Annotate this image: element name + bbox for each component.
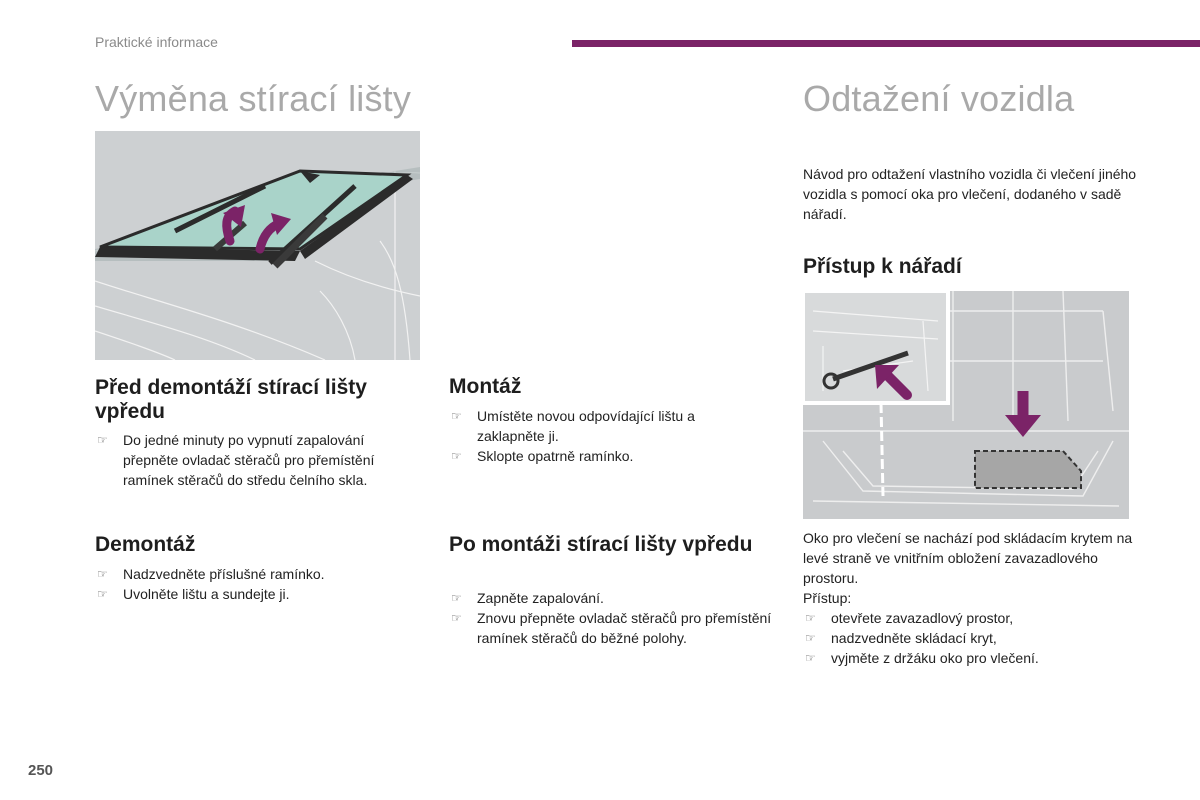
boot-floor-illustration xyxy=(803,291,1129,519)
page-title-towing: Odtažení vozidla xyxy=(803,78,1075,119)
pointing-hand-icon: ☞ xyxy=(805,611,816,625)
list-item: ☞ otevřete zavazadlový prostor, xyxy=(805,610,1014,626)
pointing-hand-icon: ☞ xyxy=(805,631,816,645)
list-item: ☞ Nadzvedněte příslušné ramínko. xyxy=(97,566,325,582)
list-item: ☞ Umístěte novou odpovídající lištu a zaklapněte ji. xyxy=(451,408,695,444)
page-title-wiper: Výměna stírací lišty xyxy=(95,78,412,119)
list-before-removal xyxy=(95,430,415,490)
list-item: ☞ Sklopte opatrně ramínko. xyxy=(451,448,634,464)
heading-tool-access: Přístup k nářadí xyxy=(803,255,962,278)
list-after-fitting xyxy=(449,588,784,648)
pointing-hand-icon: ☞ xyxy=(97,587,108,601)
windscreen-wipers-illustration xyxy=(95,131,420,360)
windscreen-wipers-icon xyxy=(95,131,420,360)
tool-access-text: Oko pro vlečení se nachází pod skládacím krytem na levé straně ve vnitřním obložení zavazadlového prostoru. xyxy=(803,530,1133,586)
pointing-hand-icon: ☞ xyxy=(805,651,816,665)
boot-floor-icon xyxy=(803,291,1129,519)
pointing-hand-icon: ☞ xyxy=(97,567,108,581)
pointing-hand-icon: ☞ xyxy=(451,409,462,423)
heading-after-fitting: Po montáži stírací lišty vpředu xyxy=(449,533,753,556)
heading-before-removal: Před demontáží stírací lišty vpředu xyxy=(95,376,367,423)
list-removal xyxy=(95,564,415,604)
list-item: ☞ Zapněte zapalování. xyxy=(451,590,604,606)
list-item: ☞ Znovu přepněte ovladač stěračů pro přemístění ramínek stěračů do běžné polohy. xyxy=(451,610,772,646)
list-item: ☞ Uvolněte lištu a sundejte ji. xyxy=(97,586,290,602)
list-tool-access xyxy=(803,608,1133,668)
list-item: ☞ Do jedné minuty po vypnutí zapalování přepněte ovladač stěračů pro přemístění ramínek stěračů do středu čelního skla. xyxy=(97,432,375,488)
towing-intro: Návod pro odtažení vlastního vozidla či vlečení jiného vozidla s pomocí oka pro vlečení, dodaného v sadě nářadí. xyxy=(803,166,1137,222)
heading-fitting: Montáž xyxy=(449,375,522,398)
list-fitting xyxy=(449,406,739,466)
heading-removal: Demontáž xyxy=(95,533,196,556)
list-item: ☞ vyjměte z držáku oko pro vlečení. xyxy=(805,650,1039,666)
pointing-hand-icon: ☞ xyxy=(451,611,462,625)
access-label: Přístup: xyxy=(803,590,852,606)
page-number: 250 xyxy=(28,762,54,779)
section-label: Praktické informace xyxy=(95,34,218,50)
pointing-hand-icon: ☞ xyxy=(451,591,462,605)
header-accent-bar xyxy=(572,40,1200,47)
pointing-hand-icon: ☞ xyxy=(97,433,108,447)
list-item: ☞ nadzvedněte skládací kryt, xyxy=(805,630,997,646)
pointing-hand-icon: ☞ xyxy=(451,449,462,463)
